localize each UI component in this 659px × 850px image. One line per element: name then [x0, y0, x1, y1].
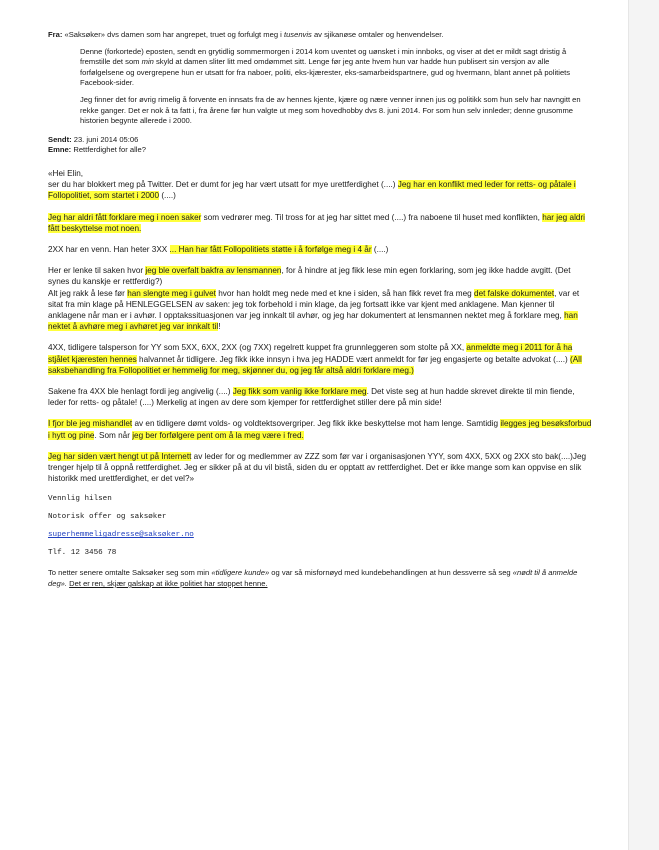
signature-closing: Vennlig hilsen [48, 495, 112, 504]
signature-email-link[interactable]: superhemmeligadresse@saksøker.no [48, 531, 194, 540]
right-gutter [628, 0, 659, 850]
email-paragraph-5: 4XX, tidligere talsperson for YY som 5XX, 6XX, 2XX (og 7XX) regelrett kuppet fra grunnleggeren som stolte på XX, anmeldte meg i 2011 for å ha stjålet kjæresten hennes halvannet år tidligere. Jeg fikk ikke innsyn i hva jeg HADDE vært anmeldt for før jeg engasjerte og betalte advokat (....) (All saksbehandling fra Follopolitiet er hemmelig for meg, skjønner du, og jeg får altså aldri forklare meg.) [48, 343, 582, 375]
email-paragraph-3: 2XX har en venn. Han heter 3XX ... Han har fått Follopolitiets støtte i å forfølge meg i 4 år (....) [48, 244, 389, 254]
signature-phone: Tlf. 12 3456 78 [48, 549, 117, 558]
signature-name: Notorisk offer og saksøker [48, 513, 167, 522]
email-paragraph-1: ser du har blokkert meg på Twitter. Det er dumt for jeg har vært utsatt for mye urettferdighet (....) Jeg har en konflikt med leder for retts- og påtale i Follopolitiet, som startet i 2000 (....) [48, 180, 576, 201]
email-greeting: «Hei Elin, [48, 168, 84, 178]
intro-paragraph-1: Denne (forkortede) eposten, sendt en grytidlig sommermorgen i 2014 kom uventet og uønsket i min innboks, og viser at det er mildt sagt dristig å fremstille det som min skyld at damen sliter litt med omdømmet sitt. Lenge før jeg ante hvem hun var hadde hun publisert sin versjon av alle forfølgelsene og overgrepene hun er utsatt for fra naboer, politi, eks-kjærester, eks-samarbeidspartnere, gud og hvermann, blant annet på politiets Facebook-sider. [80, 46, 571, 88]
email-paragraph-7: I fjor ble jeg mishandlet av en tidligere dømt volds- og voldtektsovergriper. Jeg fikk ikke beskyttelse mot ham lenge. Samtidig ilegges jeg besøksforbud i hytt og pine. Som når jeg ber forfølgere pent om å la meg være i fred. [48, 419, 592, 440]
subject-line: Emne: Rettferdighet for alle? [48, 145, 146, 155]
email-paragraph-8: Jeg har siden vært hengt ut på Internett av leder for og medlemmer av ZZZ som før var i organisasjonen YYY, som 4XX, 5XX og 2XX sto bak(....)Jeg trenger hjelp til å oppnå rettferdighet. Jeg er sikker på at du vil bistå, siden du er opptatt av rettferdighet. Det er ikke mange som kan oppvise en slik historikk med urettferdighet, er det vel?» [48, 451, 587, 484]
from-line: Fra: «Saksøker» dvs damen som har angrepet, truet og forfulgt meg i tusenvis av sjikanøse omtaler og henvendelser. [48, 30, 444, 39]
document-page [48, 30, 593, 590]
intro-paragraph-2: Jeg finner det for øvrig rimelig å forvente en innsats fra de av hennes kjente, kjære og nære venner innen jus og politikk som hun selv har navngitt en rekke ganger. Det er nok å ta fatt i, fra årene før hun valgte ut meg som hovedhobby dvs 8. juni 2014. For som hun selv innleder; denne grusomme historien begynte allerede i 2000. [80, 94, 581, 126]
footer-note: To netter senere omtalte Saksøker seg som min «tidligere kunde» og var så misfornøyd med kundebehandlingen at hun dessverre så seg «nødt til å anmelde deg». Det er ren, skjær galskap at ikke politiet har stoppet henne. [48, 568, 578, 588]
sent-line: Sendt: 23. juni 2014 05:06 [48, 134, 139, 144]
email-paragraph-4: Her er lenke til saken hvor jeg ble overfalt bakfra av lensmannen, for å hindre at jeg fikk lese min egen forklaring, som jeg ikke hadde avgitt. (Det synes du kanskje er rettferdig?) Alt jeg rakk å lese før han slengte meg i gulvet hvor han holdt meg nede med et kne i siden, så han fikk revet fra meg det falske dokumentet, var et sitat fra min klage på HENLEGGELSEN av saken: jeg tok forbehold i min klage, da jeg fortsatt ikke var kjent med anklagene. Man kjenner til anklagene når man er i avhør. I opptakssituasjonen var jeg innkalt til avhør, og jeg har dokumentert at lensmannen nektet meg å forklare meg, han nektet å avhøre meg i avhøret jeg var innkalt til! [48, 266, 580, 332]
email-paragraph-2: Jeg har aldri fått forklare meg i noen saker som vedrører meg. Til tross for at jeg har sittet med (....) fra naboene til huset med konflikten, har jeg aldri fått beskyttelse mot noen. [48, 212, 585, 233]
email-paragraph-6: Sakene fra 4XX ble henlagt fordi jeg angivelig (....) Jeg fikk som vanlig ikke forklare meg. Det viste seg at hun hadde skrevet direkte til min fiende, leder for retts- og påtale! (....) Merkelig at ingen av dere som kjemper for rettferdighet stiller dere på min side! [48, 386, 575, 408]
